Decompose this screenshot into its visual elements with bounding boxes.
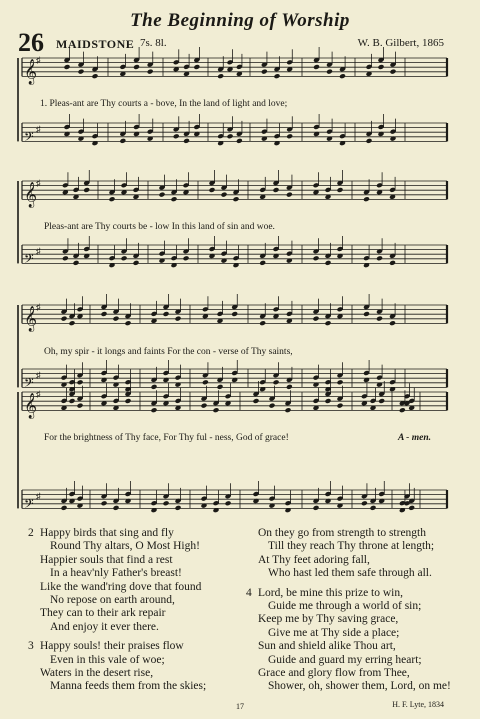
verse-2 xyxy=(28,527,206,634)
note-head xyxy=(273,379,280,385)
note-head xyxy=(69,398,76,404)
verse-line: Guide and guard my erring heart; xyxy=(268,653,422,666)
bass-clef-icon: 𝄢 xyxy=(24,131,34,148)
bass-clef-icon: 𝄢 xyxy=(24,377,34,394)
note-head xyxy=(389,260,396,266)
verse-line: And enjoy it ever there. xyxy=(50,620,159,633)
page-number: 17 xyxy=(236,702,244,711)
sharp-icon: ♯ xyxy=(36,124,41,134)
note-head xyxy=(326,69,333,75)
verse-number: 3 xyxy=(28,640,34,653)
verse-line: Grace and glory flow from Thee, xyxy=(258,667,410,680)
note-head xyxy=(77,379,84,385)
note-head xyxy=(113,505,120,511)
note-head xyxy=(253,398,260,404)
sharp-icon: ♯ xyxy=(36,491,41,501)
note-head xyxy=(119,138,126,144)
note-head xyxy=(151,407,158,413)
verse-line: Happier souls that find a rest xyxy=(40,553,173,566)
note-head xyxy=(390,69,397,75)
note-head xyxy=(408,505,415,511)
note-head xyxy=(83,187,90,193)
note-head xyxy=(175,316,182,322)
note-head xyxy=(175,505,182,511)
hymn-number: 26 xyxy=(18,28,44,57)
author-credit: H. F. Lyte, 1834 xyxy=(392,700,444,709)
note-head xyxy=(202,379,209,385)
verse-line: No repose on earth around, xyxy=(50,594,175,607)
note-head xyxy=(101,500,108,506)
hymn-title: The Beginning of Worship xyxy=(130,10,350,31)
verse-line: Happy souls! their praises flow xyxy=(40,640,184,653)
treble-clef-icon: 𝄞 xyxy=(24,181,38,207)
lyrics-system-3: Oh, my spir - it longs and faints For the con - verse of Thy saints, xyxy=(44,347,293,357)
note-head xyxy=(313,505,320,511)
lyrics-system-4: For the brightness of Thy face, For Thy ful - ness, God of grace! xyxy=(44,433,289,443)
note-head xyxy=(273,187,280,193)
note-head xyxy=(261,69,268,75)
note-head xyxy=(366,138,373,144)
note-head xyxy=(78,69,85,75)
note-head xyxy=(171,196,178,202)
note-head xyxy=(313,64,320,70)
note-head xyxy=(125,398,132,404)
note-head xyxy=(101,311,108,317)
sharp-icon: ♯ xyxy=(36,178,41,188)
treble-clef-icon: 𝄞 xyxy=(24,305,38,331)
note-head xyxy=(376,255,383,261)
note-head xyxy=(151,384,158,390)
note-head xyxy=(217,384,224,390)
tune-name: MAIDSTONE xyxy=(56,37,135,51)
sharp-icon: ♯ xyxy=(36,246,41,256)
note-head xyxy=(225,500,232,506)
note-head xyxy=(325,320,332,326)
note-head xyxy=(399,407,406,413)
note-head xyxy=(92,73,99,79)
bass-clef-icon: 𝄢 xyxy=(24,253,34,270)
note-head xyxy=(376,316,383,322)
note-head xyxy=(213,407,220,413)
note-head xyxy=(363,196,370,202)
note-head xyxy=(339,73,346,79)
note-head xyxy=(389,320,396,326)
note-head xyxy=(378,398,385,404)
sharp-icon: ♯ xyxy=(36,55,41,65)
note-head xyxy=(378,64,385,70)
verse-line: Keep me by Thy saving grace, xyxy=(258,613,399,626)
note-head xyxy=(233,196,240,202)
verse-line: Sun and shield alike Thou art, xyxy=(258,640,396,653)
note-head xyxy=(286,384,293,390)
note-head xyxy=(370,505,377,511)
verse-line: Shower, oh, shower them, Lord, on me! xyxy=(268,680,451,693)
sharp-icon: ♯ xyxy=(36,370,41,380)
note-head xyxy=(269,403,276,409)
composer: W. B. Gilbert, 1865 xyxy=(357,37,444,49)
note-head xyxy=(133,260,140,266)
note-head xyxy=(361,500,368,506)
verses-left-column xyxy=(28,527,207,700)
verse-line: Till they reach Thy throne at length; xyxy=(268,540,435,553)
note-head xyxy=(73,260,80,266)
note-head xyxy=(163,500,170,506)
note-head xyxy=(69,320,76,326)
note-head xyxy=(259,320,266,326)
verse-line: Manna feeds them from the skies; xyxy=(50,680,207,693)
note-head xyxy=(337,403,344,409)
note-head xyxy=(325,398,332,404)
note-head xyxy=(313,316,320,322)
note-head xyxy=(193,64,200,70)
note-head xyxy=(285,407,292,413)
verse-3-continued xyxy=(258,527,451,581)
verse-3 xyxy=(28,640,207,694)
note-head xyxy=(337,187,344,193)
note-head xyxy=(227,133,234,139)
lyrics-system-1: 1. Pleas-ant are Thy courts a - bove, In the land of light and love; xyxy=(40,99,288,109)
note-head xyxy=(363,311,370,317)
verse-line: In a heav'nly Father's breast! xyxy=(50,567,182,580)
note-head xyxy=(231,311,238,317)
verse-line: Even in this vale of woe; xyxy=(50,653,165,666)
note-head xyxy=(217,73,224,79)
note-head xyxy=(77,403,84,409)
note-head xyxy=(125,320,132,326)
note-head xyxy=(64,64,71,70)
sharp-icon: ♯ xyxy=(36,389,41,399)
note-head xyxy=(183,138,190,144)
staves xyxy=(18,47,447,514)
note-head xyxy=(286,133,293,139)
amen-lyric: A - men. xyxy=(398,433,431,443)
verse-line: Who hast led them safe through all. xyxy=(268,567,432,580)
note-head xyxy=(109,196,116,202)
verse-4 xyxy=(246,586,451,694)
note-head xyxy=(313,255,320,261)
note-head xyxy=(337,379,344,385)
note-head xyxy=(61,505,68,511)
note-head xyxy=(201,403,208,409)
bass-clef-icon: 𝄢 xyxy=(24,498,34,515)
verse-line: Waters in the desert rise, xyxy=(40,667,154,680)
note-head xyxy=(183,255,190,261)
note-head xyxy=(113,316,120,322)
sharp-icon: ♯ xyxy=(36,302,41,312)
treble-clef-icon: 𝄞 xyxy=(24,392,38,418)
verse-number: 2 xyxy=(28,527,34,539)
verse-line: Lord, be mine this prize to win, xyxy=(258,586,403,599)
treble-clef-icon: 𝄞 xyxy=(24,58,38,84)
note-head xyxy=(221,192,228,198)
verse-line: On they go from strength to strength xyxy=(258,527,427,539)
note-head xyxy=(236,138,243,144)
verse-line: Happy birds that sing and fly xyxy=(40,527,174,539)
verse-line: Guide me through a world of sin; xyxy=(268,600,422,613)
verse-line: They can to their ark repair xyxy=(40,607,166,620)
note-head xyxy=(274,73,281,79)
note-head xyxy=(209,187,216,193)
note-head xyxy=(133,64,140,70)
verse-line: At Thy feet adoring fall, xyxy=(258,553,370,566)
note-head xyxy=(173,133,180,139)
note-head xyxy=(259,260,266,266)
note-head xyxy=(61,316,68,322)
meter: 7s. 8l. xyxy=(140,37,167,49)
note-head xyxy=(159,192,166,198)
note-head xyxy=(286,192,293,198)
lyrics-system-2: Pleas-ant are Thy courts be - low In this land of sin and woe. xyxy=(44,222,275,232)
verse-line: Like the wand'ring dove that found xyxy=(40,580,202,593)
verses-right-column xyxy=(246,527,451,700)
note-head xyxy=(62,255,69,261)
verse-line: Round Thy altars, O Most High! xyxy=(50,540,200,553)
note-head xyxy=(325,260,332,266)
verse-number: 4 xyxy=(246,586,252,599)
note-head xyxy=(163,311,170,317)
note-head xyxy=(147,69,154,75)
note-head xyxy=(121,255,128,261)
verse-line: Give me at Thy side a place; xyxy=(268,626,400,639)
